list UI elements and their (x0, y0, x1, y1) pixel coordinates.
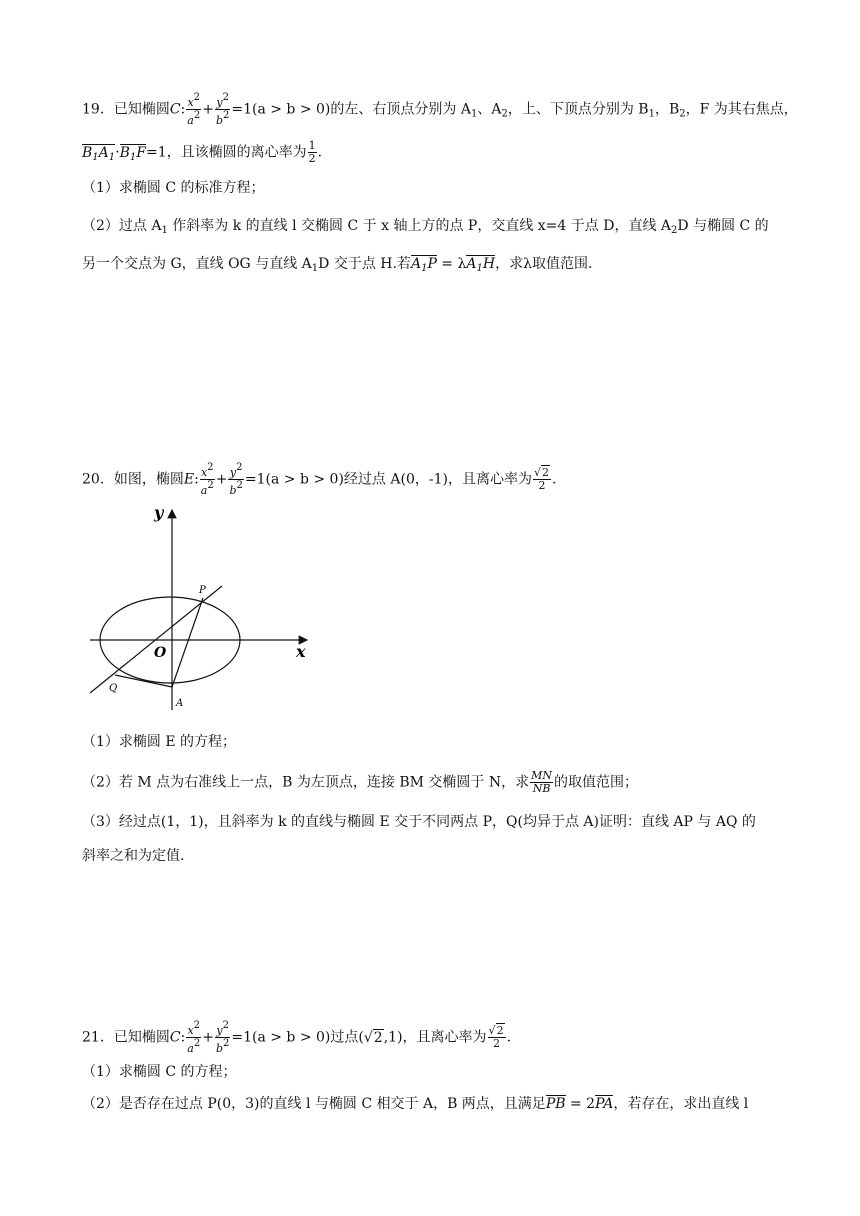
q20-part3-line1: （3）经过点(1，1)，且斜率为 k 的直线与椭圆 E 交于不同两点 P，Q(均异于点 A)证明：直线 AP 与 AQ 的 (82, 814, 756, 830)
fraction-x2-a2: $\frac{x2}{a2}$ (187, 92, 201, 127)
q19-line2: $B_1A_1\cdot B_1F=1$，且该椭圆的离心率为 $\frac{1}{2}$ . (82, 139, 323, 165)
q19-part2-line2: 另一个交点为 G，直线 OG 与直线 $A_1D$ 交于点 H.若$A_1P = \lambda A_1H$，求λ取值范围. (82, 256, 593, 274)
q21-line1: 21．已知椭圆C: $\frac{x2}{a2}$ + $\frac{y2}{b2}$ =1(a > b > 0)过点(√2,1)，且离心率为 $\frac{√2}{2}$ . (82, 1020, 512, 1055)
vector-b1f: $B_1F$ (119, 144, 147, 163)
fraction-mn-nb: $\frac{MN}{NB}$ (531, 769, 552, 795)
q20-part1: （1）求椭圆 E 的方程； (82, 734, 237, 750)
point-q-label: Q (109, 683, 118, 694)
q21-number: 21． (82, 1029, 114, 1046)
vector-a1p: $A_1P$ (410, 256, 437, 274)
fraction-sqrt2-over-2: $\frac{√2}{2}$ (533, 466, 549, 492)
fraction-eccentricity: $\frac{1}{2}$ (308, 139, 316, 165)
q19-line1: 19．已知椭圆C: $\frac{x2}{a2}$ + $\frac{y2}{b2}$ =1(a > b > 0)的左、右顶点分别为 $A_1$、$A_2$，上、下顶点分别为 $B_1$，$B_2$，F 为其右焦点， (82, 92, 798, 127)
x-axis-label: x (296, 642, 306, 661)
point-p-label: P (199, 585, 206, 596)
y-axis-label: y (154, 503, 164, 522)
q20-number: 20． (82, 471, 114, 488)
vector-a1h: $A_1H$ (466, 256, 496, 274)
q19-number: 19． (82, 101, 114, 118)
q21-part1: （1）求椭圆 C 的方程； (82, 1064, 237, 1080)
point-a-label: A (176, 698, 184, 709)
vector-pb: PB (545, 1096, 566, 1112)
fraction-y2-b2: $\frac{y2}{b2}$ (215, 92, 230, 127)
vector-b1a1: $B_1A_1$ (82, 144, 116, 163)
q21-part2: （2）是否存在过点 P(0，3)的直线 l 与椭圆 C 相交于 A，B 两点，且满足PB = 2PA，若存在，求出直线 l (82, 1096, 749, 1112)
vector-pa: PA (595, 1096, 614, 1112)
fraction-sqrt2-over-2: $\frac{√2}{2}$ (488, 1024, 504, 1050)
q19-part2-line1: （2）过点 $A_1$ 作斜率为 k 的直线 l 交椭圆 C 于 x 轴上方的点 P，交直线 x=4 于点 D，直线 $A_2D$ 与椭圆 C 的 (82, 218, 769, 236)
segment-ap (172, 598, 203, 687)
q20-part3-line2: 斜率之和为定值. (82, 848, 185, 864)
origin-label: O (154, 645, 167, 661)
segment-aq (115, 675, 172, 687)
q20-line1: 20．如图，椭圆E: $\frac{x2}{a2}$ + $\frac{y2}{b2}$ =1(a > b > 0)经过点 A(0，-1)，且离心率为 $\frac{√2}{2}$ . (82, 462, 557, 497)
ellipse-figure (82, 500, 322, 715)
q20-part2: （2）若 M 点为右准线上一点，B 为左顶点，连接 BM 交椭圆于 N，求 $\frac{MN}{NB}$ 的取值范围； (82, 769, 638, 795)
q19-part1: （1）求椭圆 C 的标准方程； (82, 180, 265, 196)
